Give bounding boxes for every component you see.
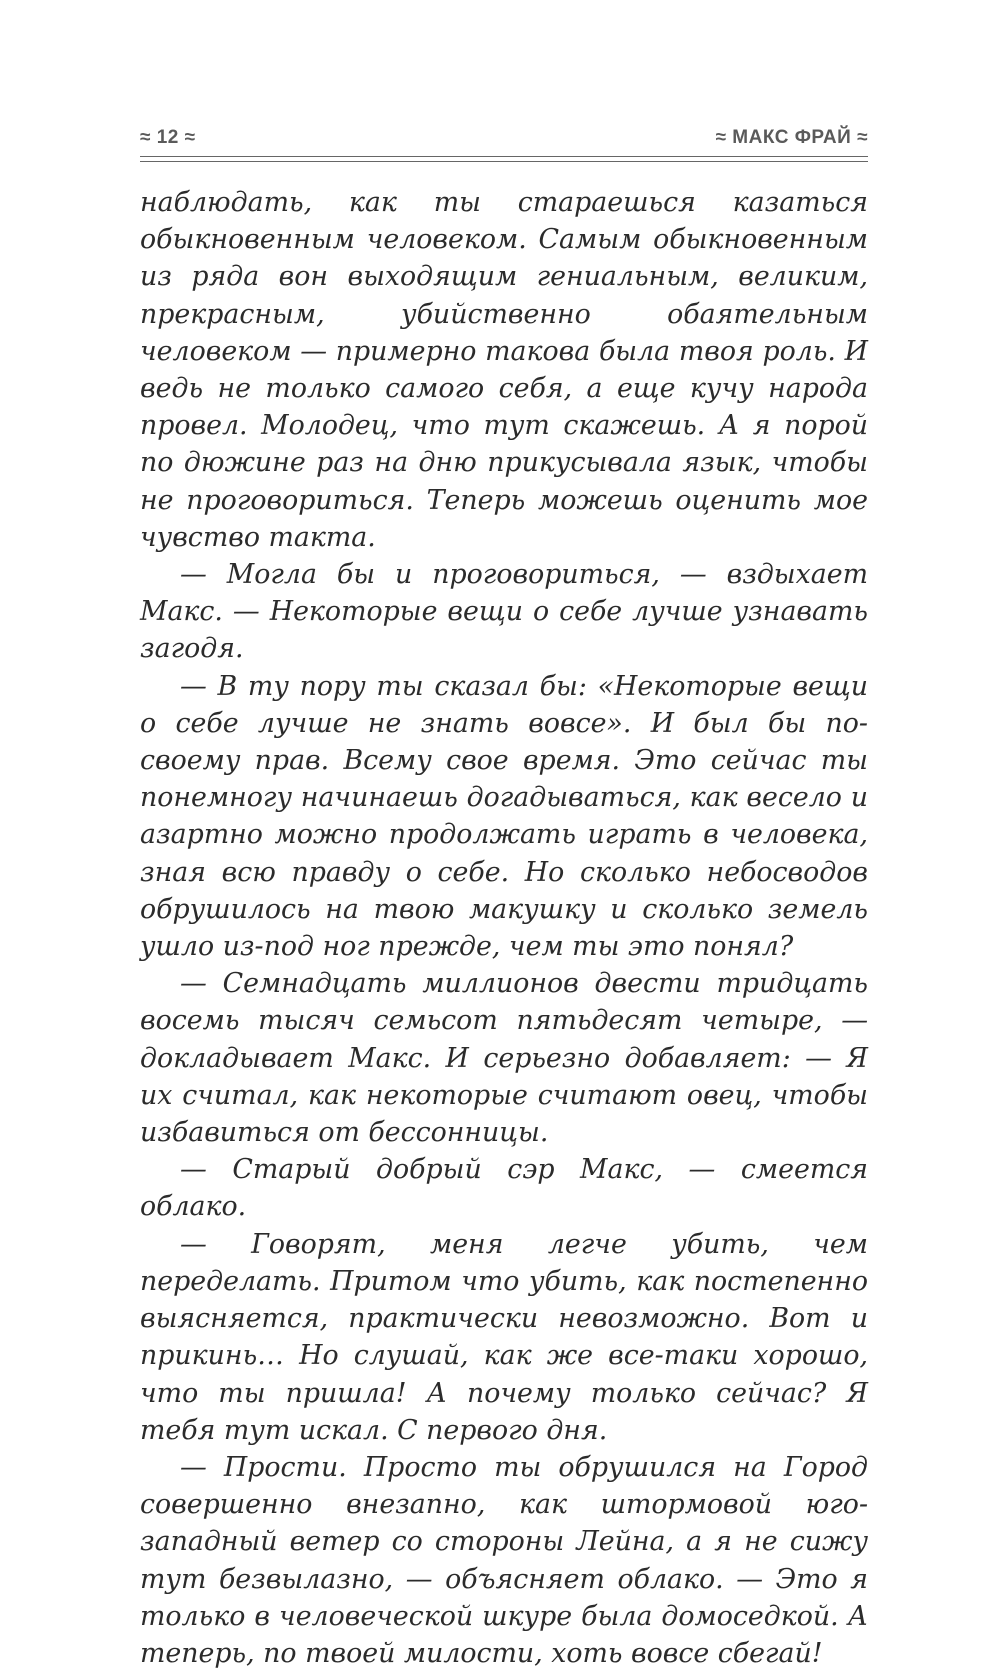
paragraph-4: — Семнадцать миллионов двести тридцать восемь тысяч семьсот пятьдесят четыре, — докладывает Макс. И серьезно добавляет: — Я их считал, как некоторые считают овец, чтобы избавиться от бессонницы. <box>140 968 868 1149</box>
paragraph-5: — Старый добрый сэр Макс, — смеется облако. <box>140 1154 868 1223</box>
page-number: ≈ 12 ≈ <box>140 127 196 148</box>
paragraph-7: — Прости. Просто ты обрушился на Город совершенно внезапно, как штормовой юго-западный ветер со стороны Лейна, а я не сижу тут безвылазно, — объясняет облако. — Это я только в человеческой шкуре была домоседкой. А теперь, по твоей милости, хоть вовсе сбегай! <box>140 1451 868 1669</box>
page-body <box>140 184 868 1672</box>
header-rule-bottom <box>140 161 868 162</box>
running-header <box>140 124 868 152</box>
paragraph-2: — Могла бы и проговориться, — вздыхает Макс. — Некоторые вещи о себе лучше узнавать загодя. <box>140 559 868 665</box>
paragraph-6: — Говорят, меня легче убить, чем переделать. Притом что убить, как постепенно выясняется, практически невозможно. Вот и прикинь… Но слушай, как же все-таки хорошо, что ты пришла! А почему только сейчас? Я тебя тут искал. С первого дня. <box>140 1228 868 1446</box>
header-rule-top <box>140 156 868 157</box>
paragraph-1: наблюдать, как ты стараешься казаться обыкновенным человеком. Самым обыкновенным из ряда вон выходящим гениальным, великим, прекрасным, убийственно обаятельным человеком — примерно такова была твоя роль. И ведь не только самого себя, а еще кучу народа провел. Молодец, что тут скажешь. А я порой по дюжине раз на дню прикусывала язык, чтобы не проговориться. Теперь можешь оценить мое чувство такта. <box>140 187 868 553</box>
paragraph-3: — В ту пору ты сказал бы: «Некоторые вещи о себе лучше не знать вовсе». И был бы по-своему прав. Всему свое время. Это сейчас ты понемногу начинаешь догадываться, как весело и азартно можно продолжать играть в человека, зная всю правду о себе. Но сколько небосводов обрушилось на твою макушку и сколько земель ушло из-под ног прежде, чем ты это понял? <box>140 670 868 963</box>
running-header-author: ≈ МАКС ФРАЙ ≈ <box>715 127 868 148</box>
